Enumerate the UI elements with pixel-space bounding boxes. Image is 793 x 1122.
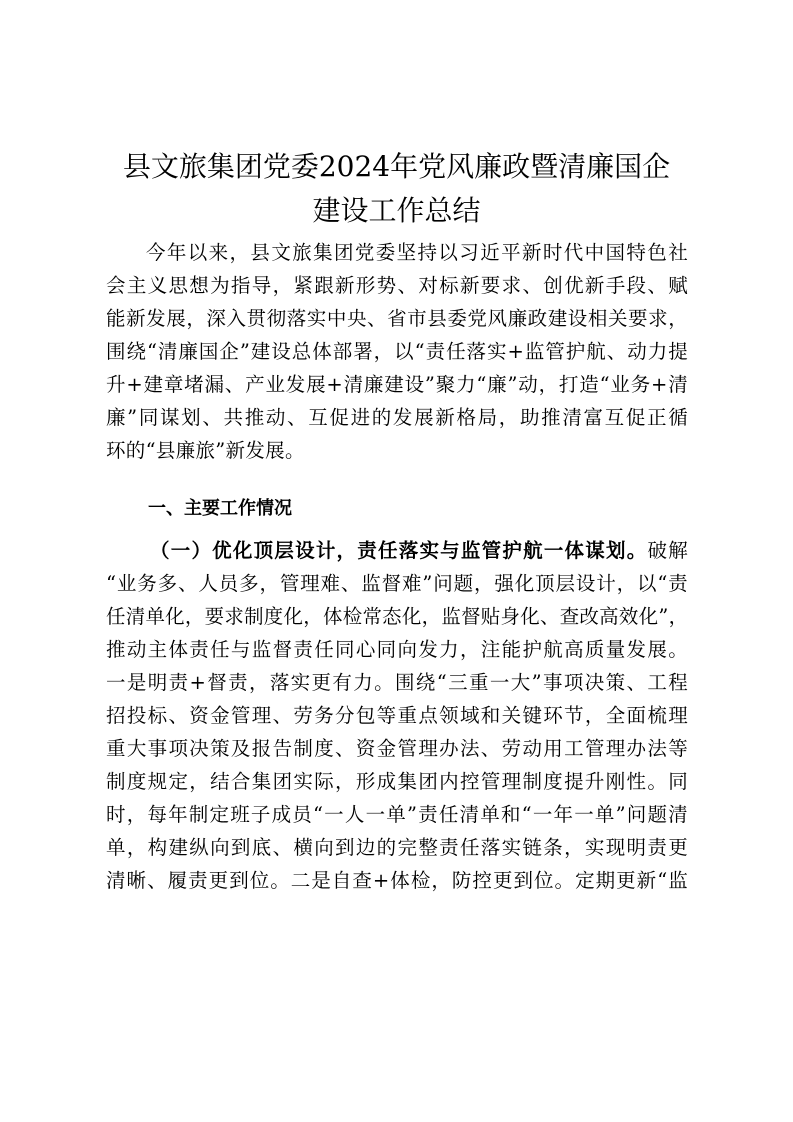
- paragraph-line: 围绕“清廉国企”建设总体部署，以“责任落实+监管护航、动力提: [106, 340, 688, 363]
- subsection-heading: （一）优化顶层设计，责任落实与监管护航一体谋划。: [150, 539, 648, 562]
- paragraph-line: 推动主体责任与监督责任同心同向发力，注能护航高质量发展。: [106, 638, 688, 661]
- paragraph-line: 招投标、资金管理、劳务分包等重点领域和关键环节，全面梳理: [106, 704, 688, 727]
- paragraph-line: 时，每年制定班子成员“一人一单”责任清单和“一年一单”问题清: [106, 803, 688, 826]
- paragraph-line: 今年以来，县文旅集团党委坚持以习近平新时代中国特色社: [146, 241, 688, 264]
- paragraph-line: “业务多、人员多，管理难、监督难”问题，强化顶层设计，以“责: [106, 572, 688, 595]
- paragraph-text: 破解: [647, 539, 688, 562]
- paragraph-line: 清晰、履责更到位。二是自查+体检，防控更到位。定期更新“监: [106, 869, 688, 892]
- paragraph-line: 单，构建纵向到底、横向到边的完整责任落实链条，实现明责更: [106, 836, 688, 859]
- paragraph-line: 重大事项决策及报告制度、资金管理办法、劳动用工管理办法等: [106, 737, 688, 760]
- paragraph-line: 升+建章堵漏、产业发展+清廉建设”聚力“廉”动，打造“业务+清: [106, 373, 688, 396]
- paragraph-line: 环的“县廉旅”新发展。: [106, 439, 305, 462]
- document-title-line-2: 建设工作总结: [312, 194, 481, 227]
- section-heading: 一、主要工作情况: [148, 498, 292, 519]
- paragraph-line: [150, 534, 688, 567]
- document-title-line-1: 县文旅集团党委2024年党风廉政暨清廉国企: [122, 150, 671, 183]
- paragraph-line: 一是明责+督责，落实更有力。围绕“三重一大”事项决策、工程: [106, 671, 688, 694]
- paragraph-line: 制度规定，结合集团实际，形成集团内控管理制度提升刚性。同: [106, 770, 688, 793]
- paragraph-line: 会主义思想为指导，紧跟新形势、对标新要求、创优新手段、赋: [106, 274, 688, 297]
- paragraph-line: 廉”同谋划、共推动、互促进的发展新格局，助推清富互促正循: [106, 406, 688, 429]
- paragraph-line: 任清单化，要求制度化，体检常态化，监督贴身化、查改高效化”，: [106, 605, 688, 628]
- paragraph-line: 能新发展，深入贯彻落实中央、省市县委党风廉政建设相关要求，: [106, 307, 688, 330]
